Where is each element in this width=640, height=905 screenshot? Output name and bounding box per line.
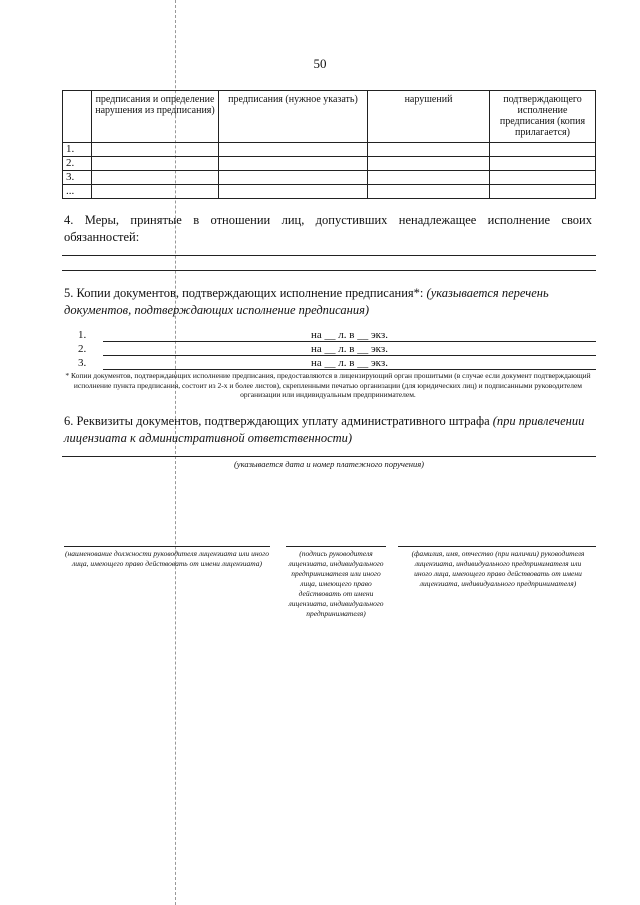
footnote: * Копии документов, подтверждающих исполнение предписания, предоставляются в лицензирующий орган прошитыми (в случае если документ подтверждающий исполнение пункта предписания, состоит из 2-х и более листов), скрепленными печатью организации (для юридических лиц) и подписанными руководителем организации или индивидуальным предпринимателем. (65, 371, 591, 399)
table-header-cell: предписания (нужное указать) (219, 91, 368, 143)
table-row (63, 171, 596, 185)
signature-line (398, 546, 596, 547)
table-row (63, 157, 596, 171)
section-4-text: 4. Меры, принятые в отношении лиц, допустивших ненадлежащее исполнение своих обязанностей: (64, 213, 592, 244)
list-item (78, 357, 596, 371)
row-number: ... (63, 185, 92, 199)
answer-line (62, 456, 596, 457)
item-number: 2. (78, 343, 87, 355)
section-5-heading (64, 285, 592, 319)
table-row (63, 143, 596, 157)
table-header-row (63, 91, 596, 143)
item-fill: на __ л. в __ экз. (308, 343, 391, 355)
row-number: 1. (63, 143, 92, 157)
row-number: 2. (63, 157, 92, 171)
section-6-note: (при привлечении лицензиата к административной ответственности) (64, 414, 585, 445)
signature-line (64, 546, 270, 547)
name-caption: (фамилия, имя, отчество (при наличии) руководителя лицензиата, индивидуального предпринимателя или иного лица, имеющего право действовать от имени лицензиата, индивидуального предпринимателя) (411, 549, 585, 588)
list-item (78, 343, 596, 357)
table-header-cell (63, 91, 92, 143)
table-row (63, 185, 596, 199)
position-caption: (наименование должности руководителя лицензиата или иного лица, имеющего право действовать от имени лицензиата) (65, 549, 269, 568)
section-5-note: (указывается перечень документов, подтверждающих исполнение предписания) (64, 286, 549, 317)
item-fill: на __ л. в __ экз. (308, 357, 391, 369)
section-6-heading (64, 413, 592, 447)
signature-line (286, 546, 386, 547)
section-6-text: 6. Реквизиты документов, подтверждающих уплату административного штрафа (64, 414, 490, 428)
row-number: 3. (63, 171, 92, 185)
answer-line (62, 270, 596, 271)
table-header-cell: нарушений (368, 91, 490, 143)
table-header-cell: подтверждающего исполнение предписания (копия прилагается) (490, 91, 596, 143)
item-fill: на __ л. в __ экз. (308, 329, 391, 341)
list-item (78, 329, 596, 343)
payment-caption: (указывается дата и номер платежного поручения) (233, 459, 425, 469)
table-header-cell: предписания и определение нарушения из предписания) (92, 91, 219, 143)
signature-caption: (подпись руководителя лицензиата, индивидуального предпринимателя или иного лица, имеющего право действовать от имени лицензиата, индивидуального предпринимателя) (288, 549, 384, 618)
page-number: 50 (313, 56, 327, 71)
item-number: 3. (78, 357, 87, 369)
item-number: 1. (78, 329, 87, 341)
section-5-text: 5. Копии документов, подтверждающих исполнение предписания*: (64, 286, 424, 300)
answer-line (62, 255, 596, 256)
findings-table (62, 90, 596, 199)
